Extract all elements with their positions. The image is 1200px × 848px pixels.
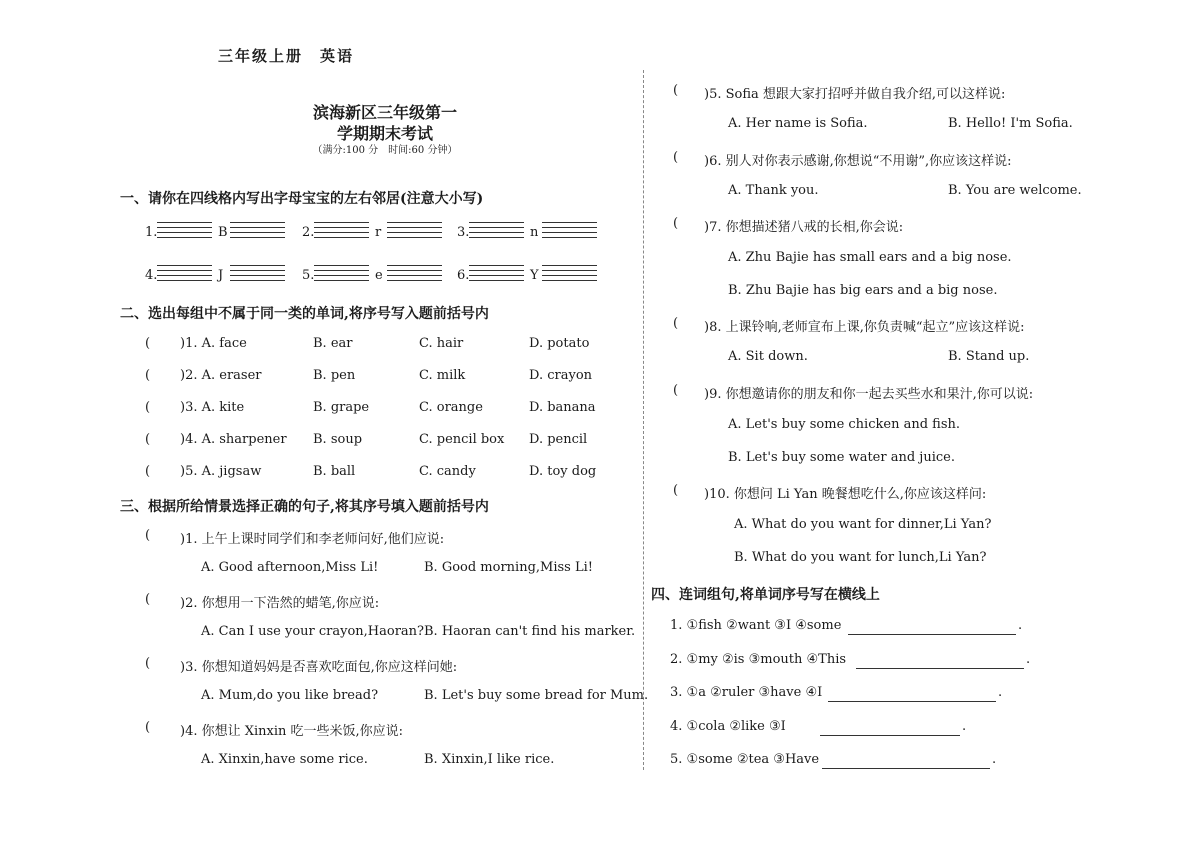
section1-heading: 一、请你在四线格内写出字母宝宝的左右邻居(注意大小写)	[120, 191, 484, 207]
choice-a: A. Mum,do you like bread?	[201, 688, 379, 703]
right-neighbor-line[interactable]	[387, 265, 442, 281]
situation-question: )5. Sofia 想跟大家打招呼并做自我介绍,可以这样说:	[704, 87, 1006, 102]
choice-a: A. Sit down.	[728, 349, 808, 364]
situation-question: )7. 你想描述猪八戒的长相,你会说:	[704, 220, 904, 235]
exam-title-line1: 滨海新区三年级第一	[312, 103, 457, 122]
question-option-a: )4. A. sharpener	[180, 432, 287, 447]
option-d: D. pencil	[529, 432, 588, 447]
word-choices: 2. ①my ②is ③mouth ④This	[670, 651, 847, 667]
question-option-a: )1. A. face	[180, 336, 247, 351]
option-d: D. crayon	[529, 368, 593, 383]
situation-question: )3. 你想知道妈妈是否喜欢吃面包,你应这样问她:	[180, 660, 458, 675]
sentence-item	[670, 752, 819, 767]
right-neighbor-line[interactable]	[542, 222, 597, 238]
choice-a: A. Thank you.	[728, 183, 819, 198]
option-c: C. pencil box	[419, 432, 505, 447]
option-c: C. candy	[419, 464, 476, 479]
word-choices: 3. ①a ②ruler ③have ④I	[670, 685, 823, 700]
choice-b: B. What do you want for lunch,Li Yan?	[734, 550, 987, 565]
choice-b: B. Zhu Bajie has big ears and a big nose.	[728, 283, 998, 298]
answer-paren[interactable]: (	[673, 83, 679, 98]
choice-b: B. Let's buy some bread for Mum.	[424, 688, 649, 703]
section3-heading: 三、根据所给情景选择正确的句子,将其序号填入题前括号内	[120, 499, 489, 515]
option-c: C. orange	[419, 400, 483, 415]
choice-a: A. Xinxin,have some rice.	[201, 752, 368, 767]
answer-paren[interactable]: (	[145, 592, 151, 607]
sentence-item	[670, 685, 822, 700]
word-choices: 5. ①some ②tea ③Have	[670, 752, 820, 767]
option-b: B. soup	[313, 432, 363, 447]
answer-line[interactable]	[856, 654, 1024, 669]
sentence-end: .	[998, 685, 1003, 700]
choice-b: B. Hello! I'm Sofia.	[948, 116, 1073, 131]
answer-paren[interactable]: (	[145, 656, 151, 671]
choice-b: B. Xinxin,I like rice.	[424, 752, 555, 767]
sentence-end: .	[962, 718, 967, 734]
choice-b: B. Good morning,Miss Li!	[424, 560, 593, 575]
answer-line[interactable]	[820, 721, 960, 736]
left-neighbor-line[interactable]	[469, 222, 524, 238]
answer-paren[interactable]: (	[145, 432, 151, 447]
choice-b: B. Haoran can't find his marker.	[424, 624, 636, 639]
answer-line[interactable]	[828, 687, 996, 702]
question-option-a: )2. A. eraser	[180, 368, 262, 383]
choice-a: A. Her name is Sofia.	[728, 116, 868, 131]
situation-question: )9. 你想邀请你的朋友和你一起去买些水和果汁,你可以说:	[704, 387, 1034, 402]
section4-heading: 四、连词组句,将单词序号写在横线上	[651, 587, 880, 603]
right-neighbor-line[interactable]	[230, 222, 285, 238]
answer-paren[interactable]: (	[145, 336, 151, 351]
given-letter: J	[218, 268, 224, 283]
word-choices: 1. ①fish ②want ③I ④some	[670, 618, 842, 633]
situation-question: )2. 你想用一下浩然的蜡笔,你应说:	[180, 596, 380, 611]
situation-question: )1. 上午上课时同学们和李老师问好,他们应说:	[180, 532, 445, 547]
right-neighbor-line[interactable]	[387, 222, 442, 238]
letter-item-number: 3.	[457, 225, 470, 240]
given-letter: r	[375, 225, 382, 240]
situation-question: )8. 上课铃响,老师宣布上课,你负责喊“起立”应该这样说:	[704, 320, 1025, 335]
exam-title-line2: 学期期末考试	[336, 124, 433, 143]
option-d: D. toy dog	[529, 464, 597, 479]
left-neighbor-line[interactable]	[157, 265, 212, 281]
choice-a: A. Zhu Bajie has small ears and a big nose.	[728, 250, 1012, 265]
letter-item-number: 4.	[145, 268, 158, 283]
answer-paren[interactable]: (	[145, 464, 151, 479]
letter-item-number: 5.	[302, 268, 315, 283]
left-neighbor-line[interactable]	[314, 222, 369, 238]
section2-heading: 二、选出每组中不属于同一类的单词,将序号写入题前括号内	[120, 306, 489, 322]
sentence-end: .	[992, 752, 997, 767]
answer-paren[interactable]: (	[673, 316, 679, 331]
answer-paren[interactable]: (	[673, 216, 679, 231]
choice-a: A. Let's buy some chicken and fish.	[728, 417, 960, 432]
question-option-a: )5. A. jigsaw	[180, 464, 262, 479]
right-neighbor-line[interactable]	[230, 265, 285, 281]
answer-line[interactable]	[822, 754, 990, 769]
given-letter: e	[375, 268, 383, 283]
choice-b: B. Let's buy some water and juice.	[728, 450, 955, 465]
choice-a: A. What do you want for dinner,Li Yan?	[734, 517, 992, 532]
page-divider	[643, 70, 644, 770]
situation-question: )6. 别人对你表示感谢,你想说“不用谢”,你应该这样说:	[704, 154, 1012, 169]
letter-item-number: 6.	[457, 268, 470, 283]
left-neighbor-line[interactable]	[469, 265, 524, 281]
answer-paren[interactable]: (	[145, 720, 151, 735]
sentence-end: .	[1026, 651, 1031, 667]
book-header: 三年级上册 英语	[218, 47, 355, 65]
choice-a: A. Can I use your crayon,Haoran?	[201, 624, 425, 639]
choice-b: B. Stand up.	[948, 349, 1030, 364]
answer-paren[interactable]: (	[145, 400, 151, 415]
sentence-item	[670, 652, 846, 667]
choice-b: B. You are welcome.	[948, 183, 1082, 198]
left-neighbor-line[interactable]	[314, 265, 369, 281]
answer-paren[interactable]: (	[673, 150, 679, 165]
sentence-item	[670, 618, 841, 633]
answer-line[interactable]	[848, 620, 1016, 635]
option-b: B. pen	[313, 368, 356, 383]
sentence-item	[670, 719, 786, 734]
answer-paren[interactable]: (	[673, 483, 679, 498]
answer-paren[interactable]: (	[673, 383, 679, 398]
letter-item-number: 1.	[145, 225, 158, 240]
exam-info: （满分:100 分 时间:60 分钟）	[312, 145, 458, 156]
question-option-a: )3. A. kite	[180, 400, 245, 415]
word-choices: 4. ①cola ②like ③I	[670, 718, 786, 734]
given-letter: Y	[530, 268, 539, 283]
given-letter: n	[530, 225, 539, 240]
right-neighbor-line[interactable]	[542, 265, 597, 281]
option-d: D. potato	[529, 336, 590, 351]
option-c: C. milk	[419, 368, 466, 383]
sentence-end: .	[1018, 618, 1023, 633]
option-c: C. hair	[419, 336, 464, 351]
option-d: D. banana	[529, 400, 596, 415]
left-neighbor-line[interactable]	[157, 222, 212, 238]
situation-question: )4. 你想让 Xinxin 吃一些米饭,你应说:	[180, 724, 404, 739]
given-letter: B	[218, 225, 228, 240]
option-b: B. grape	[313, 400, 370, 415]
letter-item-number: 2.	[302, 225, 315, 240]
answer-paren[interactable]: (	[145, 368, 151, 383]
option-b: B. ball	[313, 464, 356, 479]
situation-question: )10. 你想问 Li Yan 晚餐想吃什么,你应该这样问:	[704, 487, 987, 502]
option-b: B. ear	[313, 336, 353, 351]
choice-a: A. Good afternoon,Miss Li!	[201, 560, 379, 575]
answer-paren[interactable]: (	[145, 528, 151, 543]
